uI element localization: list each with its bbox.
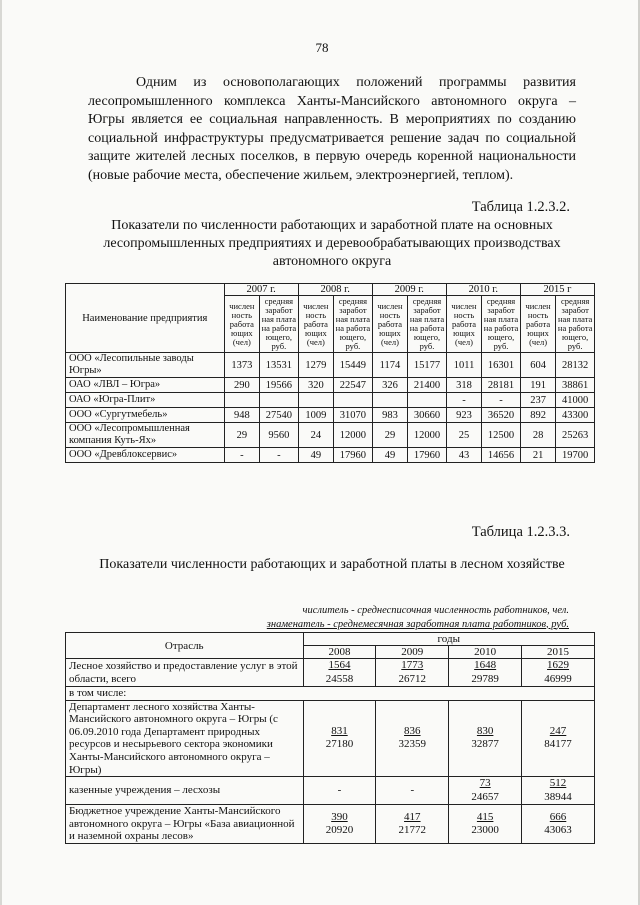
table-row: [66, 408, 595, 423]
table-row: [66, 805, 595, 844]
avg-wage-cell: 28181: [482, 378, 521, 393]
staff-count-cell: -: [224, 448, 259, 463]
table-row: [66, 659, 595, 687]
avg-wage-value: 38944: [544, 790, 572, 803]
table1-name-header: Наименование предприятия: [66, 284, 225, 353]
col-staff-count-header: числен ность работа ющих (чел): [298, 296, 333, 353]
enterprise-name: ООО «Лесопромышленная компания Куть-Ях»: [66, 423, 225, 448]
staff-count-cell: [372, 393, 407, 408]
table-row: [66, 378, 595, 393]
year-value-cell: [303, 659, 376, 687]
staff-count-value: 73: [479, 777, 491, 790]
intro-paragraph: [88, 74, 576, 186]
avg-wage-cell: [260, 393, 299, 408]
staff-count-cell: 318: [446, 378, 481, 393]
staff-count-cell: 983: [372, 408, 407, 423]
branch-name: Бюджетное учреждение Ханты-Мансийского автономного округа – Югры «База авиационной и наземной охраны лесов»: [66, 805, 304, 844]
staff-count-cell: 49: [372, 448, 407, 463]
staff-count-cell: 604: [520, 353, 555, 378]
year-value-cell: [449, 700, 522, 777]
year-value-cell: [449, 777, 522, 805]
staff-count-cell: [224, 393, 259, 408]
avg-wage-cell: 12000: [334, 423, 373, 448]
avg-wage-value: 43063: [544, 824, 572, 837]
year-value-cell: [376, 805, 449, 844]
table-row: [66, 687, 595, 701]
staff-count-value: 830: [476, 724, 494, 737]
staff-count-cell: 43: [446, 448, 481, 463]
table-row: [66, 393, 595, 408]
staff-count-cell: 1279: [298, 353, 333, 378]
staff-count-cell: 923: [446, 408, 481, 423]
year-value-cell: [522, 659, 595, 687]
avg-wage-cell: -: [482, 393, 521, 408]
avg-wage-cell: 27540: [260, 408, 299, 423]
col-avg-wage-header: средняя заработ ная плата на работа ющего, руб.: [482, 296, 521, 353]
staff-count-value: 1629: [547, 659, 570, 671]
avg-wage-cell: 12500: [482, 423, 521, 448]
staff-count-cell: 892: [520, 408, 555, 423]
avg-wage-cell: 30660: [408, 408, 447, 423]
year-value-cell: [303, 777, 376, 805]
avg-wage-cell: 19566: [260, 378, 299, 393]
avg-wage-cell: 15177: [408, 353, 447, 378]
enterprise-name: ОАО «ЛВЛ – Югра»: [66, 378, 225, 393]
staff-count-value: -: [337, 783, 342, 796]
branch-name: казенные учреждения – лесхозы: [66, 777, 304, 805]
table-row: [66, 353, 595, 378]
table2-years-header: годы: [303, 633, 594, 646]
staff-count-value: 415: [476, 810, 494, 823]
staff-count-cell: 1373: [224, 353, 259, 378]
staff-count-cell: 49: [298, 448, 333, 463]
staff-count-value: 417: [404, 810, 421, 823]
avg-wage-cell: 12000: [408, 423, 447, 448]
avg-wage-value: 32877: [471, 738, 499, 751]
avg-wage-cell: 38861: [556, 378, 595, 393]
staff-count-value: -: [410, 783, 415, 796]
year-value-cell: [303, 805, 376, 844]
year-value-cell: [376, 700, 449, 777]
table2-year-header: 2015: [522, 646, 595, 659]
staff-count-cell: 29: [224, 423, 259, 448]
avg-wage-value: 21772: [398, 824, 427, 837]
staff-count-cell: 1174: [372, 353, 407, 378]
table2-title: Показатели численности работающих и заработной платы в лесном хозяйстве: [99, 557, 565, 572]
avg-wage-value: 46999: [544, 672, 572, 685]
year-value-cell: [522, 777, 595, 805]
staff-count-cell: [298, 393, 333, 408]
avg-wage-cell: 36520: [482, 408, 521, 423]
staff-count-cell: 191: [520, 378, 555, 393]
enterprise-name: ООО «Сургутмебель»: [66, 408, 225, 423]
col-avg-wage-header: средняя заработ ная плата на работа ющего, руб.: [334, 296, 373, 353]
avg-wage-value: 24558: [325, 672, 354, 685]
table1-title: Показатели по численности работающих и заработной плате на основных лесопромышленных предприятиях и деревообрабатывающих производствах автономного округа: [103, 218, 561, 269]
staff-count-cell: 24: [298, 423, 333, 448]
staff-count-value: 836: [404, 724, 421, 737]
table1-year-header: 2010 г.: [446, 284, 520, 296]
avg-wage-value: 23000: [471, 824, 499, 837]
staff-count-value: 1564: [328, 659, 351, 671]
table2-branch-header: Отрасль: [66, 633, 304, 659]
table1-label: Таблица 1.2.3.2.: [471, 199, 570, 215]
staff-count-cell: 25: [446, 423, 481, 448]
staff-count-value: 512: [549, 777, 567, 790]
denominator-note-text: знаменатель - среднемесячная заработная плата работников, руб.: [266, 618, 569, 630]
table1-year-header: 2015 г: [520, 284, 594, 296]
staff-count-cell: 28: [520, 423, 555, 448]
table-row: [66, 700, 595, 777]
denominator-note: [267, 618, 569, 632]
avg-wage-value: 32359: [398, 738, 427, 751]
avg-wage-cell: 28132: [556, 353, 595, 378]
avg-wage-value: 26712: [398, 672, 427, 685]
staff-count-cell: 290: [224, 378, 259, 393]
avg-wage-cell: 19700: [556, 448, 595, 463]
table2-label: Таблица 1.2.3.3.: [471, 524, 570, 540]
avg-wage-value: 27180: [325, 738, 354, 751]
table1-year-header: 2009 г.: [372, 284, 446, 296]
avg-wage-cell: 43300: [556, 408, 595, 423]
branch-name: Лесное хозяйство и предоставление услуг в этой области, всего: [66, 659, 304, 687]
col-staff-count-header: числен ность работа ющих (чел): [372, 296, 407, 353]
year-value-cell: [449, 659, 522, 687]
staff-count-value: 666: [549, 810, 567, 823]
avg-wage-value: 20920: [325, 824, 354, 837]
avg-wage-cell: 17960: [408, 448, 447, 463]
avg-wage-cell: [408, 393, 447, 408]
avg-wage-cell: 41000: [556, 393, 595, 408]
branch-name: Департамент лесного хозяйства Ханты-Мансийского автономного округа – Югры (с 06.09.2010 года Департамент природных ресурсов и несырьевого сектора экономики Ханты-Мансийского автономного округа – Югры): [66, 700, 304, 777]
enterprise-staff-wage-table: [65, 283, 595, 463]
staff-count-cell: 948: [224, 408, 259, 423]
staff-count-cell: -: [446, 393, 481, 408]
numerator-note: числитель - среднесписочная численность работников, чел.: [302, 605, 569, 616]
col-staff-count-header: числен ность работа ющих (чел): [446, 296, 481, 353]
table1-year-header: 2008 г.: [298, 284, 372, 296]
table2-year-header: 2010: [449, 646, 522, 659]
avg-wage-cell: 21400: [408, 378, 447, 393]
enterprise-name: ООО «Древблоксервис»: [66, 448, 225, 463]
avg-wage-cell: 16301: [482, 353, 521, 378]
avg-wage-cell: -: [260, 448, 299, 463]
enterprise-name: ОАО «Югра-Плит»: [66, 393, 225, 408]
staff-count-cell: 237: [520, 393, 555, 408]
staff-count-value: 831: [331, 724, 348, 737]
year-value-cell: [522, 805, 595, 844]
table2-notes: [267, 604, 569, 631]
table-row: [66, 448, 595, 463]
avg-wage-value: 24657: [471, 790, 499, 803]
year-value-cell: [449, 805, 522, 844]
avg-wage-value: 29789: [471, 672, 499, 685]
avg-wage-cell: 22547: [334, 378, 373, 393]
table-row: [66, 777, 595, 805]
staff-count-cell: 320: [298, 378, 333, 393]
avg-wage-cell: 14656: [482, 448, 521, 463]
avg-wage-cell: 9560: [260, 423, 299, 448]
col-avg-wage-header: средняя заработ ная плата на работа ющего, руб.: [556, 296, 595, 353]
staff-count-value: 390: [331, 810, 348, 823]
enterprise-name: ООО «Лесопильные заводы Югры»: [66, 353, 225, 378]
staff-count-cell: 1009: [298, 408, 333, 423]
staff-count-cell: 326: [372, 378, 407, 393]
table1-year-header: 2007 г.: [224, 284, 298, 296]
col-avg-wage-header: средняя заработ ная плата на работа ющего, руб.: [260, 296, 299, 353]
staff-count-value: 247: [549, 724, 567, 737]
staff-count-value: 1773: [401, 659, 424, 671]
col-avg-wage-header: средняя заработ ная плата на работа ющего, руб.: [408, 296, 447, 353]
forestry-staff-wage-table: [65, 632, 595, 844]
page-number: 78: [315, 40, 329, 55]
avg-wage-value: 84177: [544, 738, 572, 751]
table2-year-header: 2009: [376, 646, 449, 659]
col-staff-count-header: числен ность работа ющих (чел): [520, 296, 555, 353]
avg-wage-cell: 25263: [556, 423, 595, 448]
avg-wage-cell: 15449: [334, 353, 373, 378]
year-value-cell: [303, 700, 376, 777]
col-staff-count-header: числен ность работа ющих (чел): [224, 296, 259, 353]
intro-text: Одним из основополагающих положений программы развития лесопромышленного комплекса Ханты-Мансийского автономного округа – Югры является ее социальная направленность. В мероприятиях по созданию социальной инфраструктуры предусматривается решение задач по социальной защите жителей лесных поселков, в первую очередь коренной национальности (новые рабочие места, обеспечение жильем, электроэнергией, теплом).: [88, 75, 576, 183]
avg-wage-cell: 13531: [260, 353, 299, 378]
avg-wage-cell: 31070: [334, 408, 373, 423]
branch-name: в том числе:: [66, 687, 595, 701]
staff-count-value: 1648: [474, 659, 497, 671]
staff-count-cell: 1011: [446, 353, 481, 378]
year-value-cell: [376, 777, 449, 805]
table-row: [66, 423, 595, 448]
staff-count-cell: 29: [372, 423, 407, 448]
table2-year-header: 2008: [303, 646, 376, 659]
avg-wage-cell: 17960: [334, 448, 373, 463]
avg-wage-cell: [334, 393, 373, 408]
year-value-cell: [522, 700, 595, 777]
staff-count-cell: 21: [520, 448, 555, 463]
year-value-cell: [376, 659, 449, 687]
